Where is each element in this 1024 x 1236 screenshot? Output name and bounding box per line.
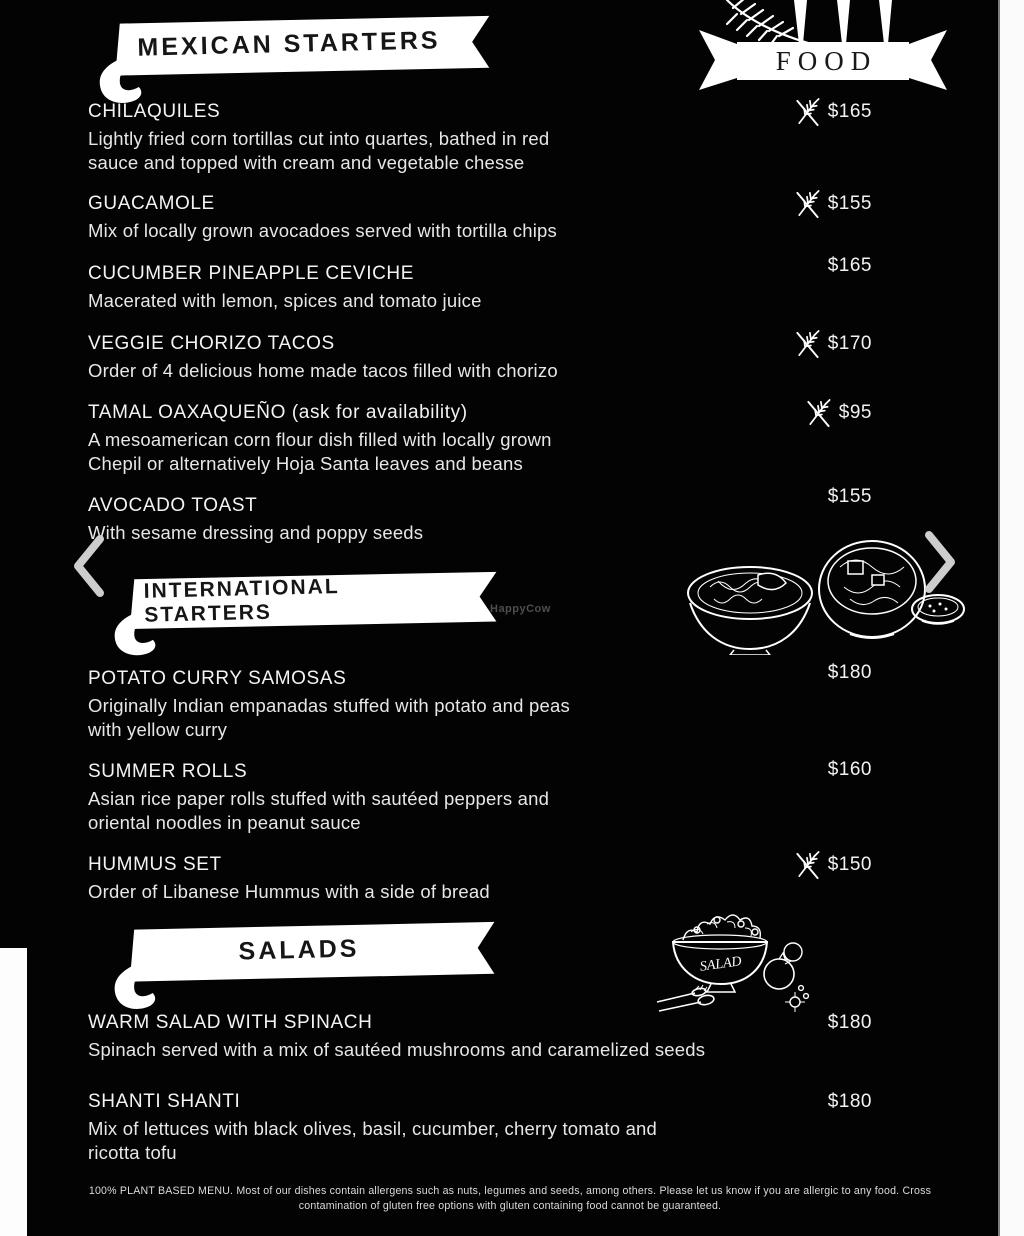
menu-item-price: $150 [827,854,872,875]
menu-item-description: Originally Indian empanadas stuffed with potato and peas with yellow curry [88,695,570,740]
menu-item-price: $180 [827,1012,872,1033]
menu-item-price: $160 [827,759,872,780]
menu-item-name: GUACAMOLE [88,193,215,214]
menu-item-veggie-chorizo-tacos [88,332,872,383]
photo-edge-right [998,0,1024,1236]
menu-item-description: Mix of locally grown avocadoes served with tortilla chips [88,220,557,241]
menu-item-chilaquiles [88,100,872,174]
menu-disclaimer: 100% PLANT BASED MENU. Most of our dishes contain allergens such as nuts, legumes and seeds, among others. Please let us know if you are allergic to any food. Cross contamination of gluten free options with gluten containing food cannot be guaranteed. [88,1185,932,1212]
menu-item-name: HUMMUS SET [88,854,222,875]
menu-item-name: SUMMER ROLLS [88,761,248,782]
menu-item-tamal-oaxaqueno [88,401,872,475]
menu-item-price: $180 [827,1091,872,1112]
food-ribbon-label: FOOD [775,45,878,76]
menu-item-hummus-set [88,853,872,904]
food-category-ribbon [697,0,949,92]
gluten-free-icon [804,399,832,428]
menu-item-name: AVOCADO TOAST [88,495,258,516]
menu-item-name: TAMAL OAXAQUEÑO (ask for availability) [88,402,468,423]
menu-item-shanti-shanti [88,1090,872,1164]
menu-item-name: VEGGIE CHORIZO TACOS [88,333,335,354]
menu-item-description: Asian rice paper rolls stuffed with sautéed peppers and oriental noodles in peanut sauce [88,788,550,833]
menu-item-price: $180 [827,662,872,683]
salad-bowl-illustration [655,900,815,1015]
menu-item-description: Mix of lettuces with black olives, basil, cucumber, cherry tomato and ricotta tofu [88,1118,658,1163]
chevron-left-icon[interactable] [70,534,108,598]
happycow-watermark: HappyCow [490,603,551,615]
menu-item-potato-curry-samosas [88,662,872,741]
menu-item-price: $165 [827,255,872,276]
menu-item-description: With sesame dressing and poppy seeds [88,522,424,543]
menu-item-cucumber-pineapple-ceviche [88,255,872,313]
section-title-salads: SALADS [238,934,360,965]
gluten-free-icon [793,98,821,127]
menu-item-summer-rolls [88,760,872,834]
menu-item-description: A mesoamerican corn flour dish filled with locally grown Chepil or alternatively Hoja Santa leaves and beans [88,429,552,474]
menu-item-price: $155 [827,193,872,214]
menu-item-price: $95 [838,402,872,423]
section-banner-salads [110,920,500,1016]
menu-item-price: $155 [827,486,872,507]
gluten-free-icon [793,190,821,219]
menu-item-description: Macerated with lemon, spices and tomato juice [88,290,482,311]
section-title-international-starters: INTERNATIONAL STARTERS [143,575,340,627]
gluten-free-icon [793,851,821,880]
menu-item-name: SHANTI SHANTI [88,1091,241,1112]
chevron-right-icon[interactable] [921,530,959,594]
photo-edge-bottom-left [0,948,27,1236]
gluten-free-icon [793,330,821,359]
menu-item-description: Order of 4 delicious home made tacos filled with chorizo [88,360,558,381]
menu-item-price: $165 [827,101,872,122]
section-banner-mexican-starters [95,14,495,110]
menu-item-description: Spinach served with a mix of sautéed mushrooms and caramelized seeds [88,1039,706,1060]
section-title-mexican-starters: MEXICAN STARTERS [137,25,441,62]
menu-item-warm-salad-with-spinach [88,1011,872,1062]
svg-text:SALAD: SALAD [698,954,743,975]
menu-item-name: POTATO CURRY SAMOSAS [88,668,347,689]
menu-item-description: Lightly fried corn tortillas cut into quartes, bathed in red sauce and topped with cream and vegetable chesse [88,128,550,173]
menu-item-price: $170 [827,333,872,354]
menu-item-description: Order of Libanese Hummus with a side of bread [88,881,490,902]
menu-item-guacamole [88,192,872,243]
menu-item-name: CUCUMBER PINEAPPLE CEVICHE [88,263,415,284]
menu-item-name: WARM SALAD WITH SPINACH [88,1012,373,1033]
menu-item-name: CHILAQUILES [88,101,221,122]
section-banner-international-starters [110,570,502,662]
